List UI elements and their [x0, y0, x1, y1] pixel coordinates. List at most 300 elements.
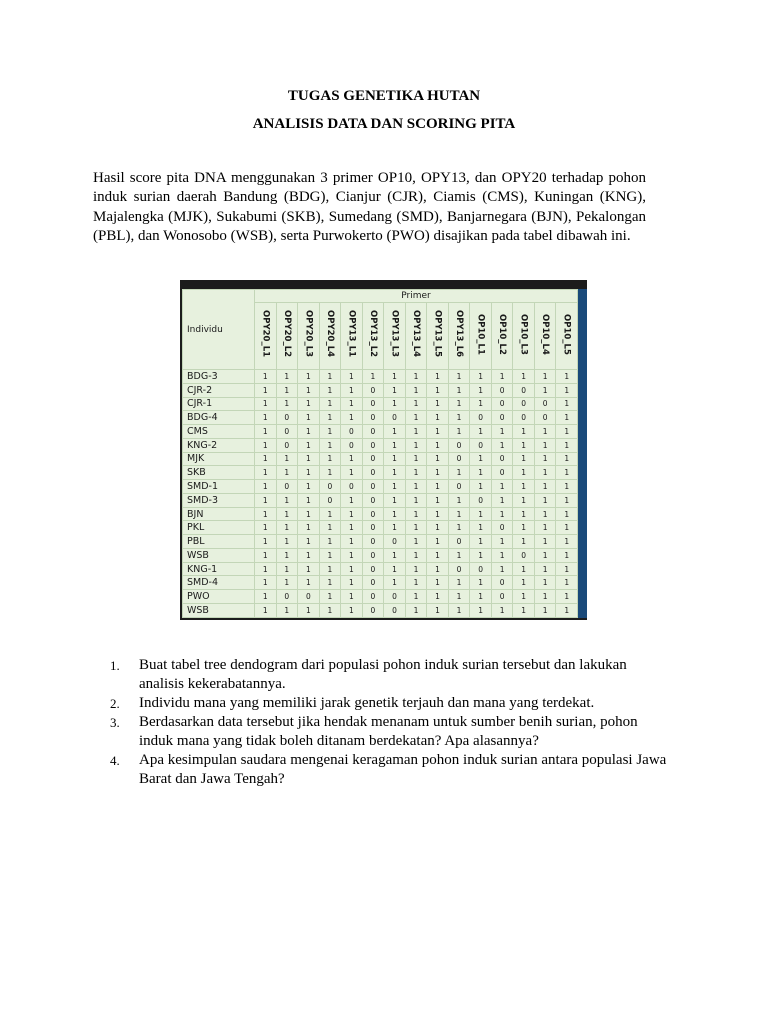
row-individu: PBL — [183, 535, 255, 549]
score-cell: 0 — [341, 425, 363, 439]
score-cell: 1 — [513, 452, 535, 466]
score-cell: 1 — [427, 521, 449, 535]
score-cell: 1 — [319, 411, 341, 425]
column-header — [427, 303, 449, 370]
score-cell: 1 — [470, 576, 492, 590]
row-individu: WSB — [183, 548, 255, 562]
question-item — [110, 694, 670, 713]
score-cell: 1 — [556, 604, 578, 618]
score-cell: 1 — [427, 370, 449, 384]
score-cell: 1 — [470, 480, 492, 494]
score-cell: 1 — [255, 548, 277, 562]
table-row — [183, 535, 578, 549]
score-cell: 1 — [556, 548, 578, 562]
score-cell: 0 — [276, 480, 298, 494]
score-cell: 1 — [255, 425, 277, 439]
score-cell: 1 — [384, 562, 406, 576]
score-cell: 0 — [470, 411, 492, 425]
score-cell: 1 — [319, 590, 341, 604]
score-cell: 0 — [491, 466, 513, 480]
score-cell: 1 — [470, 604, 492, 618]
score-cell: 1 — [319, 452, 341, 466]
score-cell: 1 — [276, 493, 298, 507]
score-cell: 0 — [276, 438, 298, 452]
score-cell: 1 — [255, 383, 277, 397]
score-cell: 1 — [534, 535, 556, 549]
score-cell: 0 — [362, 383, 384, 397]
row-individu: KNG-2 — [183, 438, 255, 452]
score-cell: 1 — [298, 425, 320, 439]
score-cell: 1 — [341, 493, 363, 507]
score-cell: 1 — [556, 466, 578, 480]
score-cell: 1 — [513, 466, 535, 480]
score-cell: 1 — [534, 452, 556, 466]
score-cell: 1 — [470, 548, 492, 562]
score-cell: 0 — [319, 493, 341, 507]
column-header-label: OPY13_L2 — [367, 310, 378, 358]
score-cell: 1 — [427, 425, 449, 439]
score-cell: 1 — [384, 397, 406, 411]
score-cell: 0 — [362, 411, 384, 425]
score-cell: 0 — [362, 562, 384, 576]
row-individu: PWO — [183, 590, 255, 604]
score-cell: 1 — [427, 562, 449, 576]
score-cell: 1 — [255, 493, 277, 507]
score-cell: 1 — [405, 576, 427, 590]
score-cell: 1 — [448, 521, 470, 535]
score-cell: 1 — [427, 548, 449, 562]
score-cell: 1 — [405, 521, 427, 535]
score-cell: 1 — [513, 576, 535, 590]
score-cell: 1 — [255, 590, 277, 604]
score-cell: 0 — [362, 535, 384, 549]
score-cell: 1 — [405, 562, 427, 576]
primer-header: Primer — [255, 290, 578, 303]
score-cell: 1 — [556, 452, 578, 466]
score-cell: 0 — [534, 397, 556, 411]
score-cell: 1 — [470, 452, 492, 466]
score-cell: 1 — [276, 383, 298, 397]
score-cell: 1 — [405, 480, 427, 494]
score-cell: 0 — [513, 548, 535, 562]
column-header-label: OP10_L2 — [497, 313, 508, 355]
score-cell: 0 — [362, 548, 384, 562]
score-cell: 0 — [448, 562, 470, 576]
score-cell: 1 — [255, 604, 277, 618]
score-cell: 0 — [470, 493, 492, 507]
score-cell: 1 — [341, 590, 363, 604]
table-row — [183, 397, 578, 411]
score-cell: 1 — [448, 370, 470, 384]
column-header — [405, 303, 427, 370]
column-header — [319, 303, 341, 370]
score-cell: 1 — [298, 411, 320, 425]
scoring-table-image — [180, 280, 587, 620]
score-cell: 0 — [276, 411, 298, 425]
score-cell: 1 — [491, 370, 513, 384]
score-cell: 1 — [341, 576, 363, 590]
score-cell: 1 — [556, 493, 578, 507]
score-cell: 0 — [276, 425, 298, 439]
score-cell: 1 — [427, 438, 449, 452]
score-cell: 0 — [470, 562, 492, 576]
column-header — [556, 303, 578, 370]
score-cell: 1 — [276, 604, 298, 618]
score-cell: 1 — [491, 604, 513, 618]
question-text: Individu mana yang memiliki jarak genetik terjauh dan mana yang terdekat. — [139, 695, 595, 711]
score-cell: 1 — [276, 535, 298, 549]
score-cell: 1 — [298, 507, 320, 521]
table-row — [183, 452, 578, 466]
score-cell: 1 — [470, 521, 492, 535]
column-header — [513, 303, 535, 370]
score-cell: 0 — [491, 452, 513, 466]
score-cell: 1 — [298, 604, 320, 618]
score-cell: 0 — [448, 480, 470, 494]
score-cell: 0 — [341, 438, 363, 452]
score-cell: 1 — [427, 590, 449, 604]
score-cell: 1 — [427, 397, 449, 411]
score-cell: 0 — [362, 438, 384, 452]
table-row — [183, 507, 578, 521]
score-cell: 0 — [491, 590, 513, 604]
score-cell: 1 — [513, 590, 535, 604]
score-cell: 0 — [470, 438, 492, 452]
score-cell: 1 — [534, 493, 556, 507]
score-cell: 0 — [362, 425, 384, 439]
score-cell: 1 — [384, 452, 406, 466]
score-cell: 1 — [255, 521, 277, 535]
score-cell: 1 — [534, 425, 556, 439]
column-header — [448, 303, 470, 370]
row-individu: BJN — [183, 507, 255, 521]
column-header — [276, 303, 298, 370]
score-cell: 1 — [448, 548, 470, 562]
score-cell: 1 — [405, 507, 427, 521]
score-cell: 1 — [298, 562, 320, 576]
score-cell: 1 — [470, 535, 492, 549]
score-cell: 1 — [427, 507, 449, 521]
score-cell: 0 — [491, 521, 513, 535]
score-cell: 1 — [427, 604, 449, 618]
score-cell: 1 — [427, 493, 449, 507]
score-cell: 1 — [448, 466, 470, 480]
row-individu: KNG-1 — [183, 562, 255, 576]
column-header-label: OPY13_L6 — [454, 310, 465, 358]
score-cell: 1 — [491, 535, 513, 549]
question-text: Berdasarkan data tersebut jika hendak menanam untuk sumber benih surian, pohon induk mana yang tidak boleh ditanam berdekatan? Apa alasannya? — [139, 714, 638, 749]
question-item — [110, 713, 670, 751]
score-cell: 1 — [255, 397, 277, 411]
row-individu: CMS — [183, 425, 255, 439]
score-cell: 1 — [319, 425, 341, 439]
score-cell: 1 — [448, 576, 470, 590]
score-cell: 1 — [276, 452, 298, 466]
score-cell: 1 — [513, 521, 535, 535]
score-cell: 1 — [513, 604, 535, 618]
score-cell: 1 — [448, 411, 470, 425]
row-individu: SMD-1 — [183, 480, 255, 494]
document-subtitle: ANALISIS DATA DAN SCORING PITA — [252, 116, 516, 132]
score-cell: 1 — [319, 548, 341, 562]
score-cell: 1 — [405, 425, 427, 439]
score-cell: 1 — [534, 438, 556, 452]
intro-paragraph: Hasil score pita DNA menggunakan 3 primer OP10, OPY13, dan OPY20 terhadap pohon induk surian daerah Bandung (BDG), Cianjur (CJR), Ciamis (CMS), Kuningan (KNG), Majalengka (MJK), Sukabumi (SKB), Sumedang (SMD), Banjarnegara (BJN), Pekalongan (PBL), dan Wonosobo (WSB), serta Purwokerto (PWO) disajikan pada tabel dibawah ini. — [93, 170, 646, 245]
score-cell: 1 — [276, 576, 298, 590]
column-header — [491, 303, 513, 370]
score-cell: 1 — [448, 493, 470, 507]
column-header-label: OPY13_L3 — [389, 310, 400, 358]
score-cell: 1 — [470, 466, 492, 480]
score-cell: 0 — [513, 383, 535, 397]
score-cell: 0 — [513, 411, 535, 425]
score-cell: 1 — [534, 480, 556, 494]
score-cell: 1 — [384, 480, 406, 494]
score-cell: 1 — [405, 604, 427, 618]
score-cell: 1 — [384, 425, 406, 439]
score-cell: 1 — [448, 507, 470, 521]
score-cell: 1 — [556, 438, 578, 452]
score-cell: 1 — [255, 452, 277, 466]
column-header — [341, 303, 363, 370]
score-cell: 1 — [255, 370, 277, 384]
score-cell: 0 — [491, 383, 513, 397]
column-header-label: OPY13_L1 — [346, 310, 357, 358]
column-header — [362, 303, 384, 370]
document-title: TUGAS GENETIKA HUTAN — [287, 88, 481, 104]
table-row — [183, 480, 578, 494]
score-cell: 1 — [513, 493, 535, 507]
score-cell: 0 — [384, 590, 406, 604]
table-row — [183, 548, 578, 562]
table-row — [183, 590, 578, 604]
score-cell: 1 — [405, 397, 427, 411]
score-cell: 1 — [255, 438, 277, 452]
row-individu: SMD-3 — [183, 493, 255, 507]
score-cell: 1 — [405, 383, 427, 397]
score-cell: 1 — [255, 466, 277, 480]
score-cell: 1 — [534, 590, 556, 604]
score-cell: 0 — [298, 590, 320, 604]
score-cell: 0 — [362, 604, 384, 618]
score-cell: 1 — [341, 507, 363, 521]
column-header — [255, 303, 277, 370]
score-cell: 1 — [427, 452, 449, 466]
score-cell: 1 — [319, 604, 341, 618]
score-cell: 1 — [491, 562, 513, 576]
score-cell: 1 — [491, 507, 513, 521]
row-individu: BDG-3 — [183, 370, 255, 384]
score-cell: 1 — [513, 480, 535, 494]
table-row — [183, 370, 578, 384]
score-cell: 0 — [362, 576, 384, 590]
score-cell: 1 — [534, 604, 556, 618]
scoring-table — [182, 289, 578, 618]
table-row — [183, 521, 578, 535]
score-cell: 0 — [384, 604, 406, 618]
score-cell: 1 — [556, 425, 578, 439]
score-cell: 1 — [298, 480, 320, 494]
score-cell: 1 — [427, 480, 449, 494]
score-cell: 1 — [384, 521, 406, 535]
score-cell: 1 — [341, 397, 363, 411]
score-cell: 1 — [470, 397, 492, 411]
score-cell: 1 — [556, 411, 578, 425]
score-cell: 1 — [255, 507, 277, 521]
score-cell: 1 — [341, 562, 363, 576]
score-cell: 0 — [362, 507, 384, 521]
score-cell: 1 — [276, 562, 298, 576]
column-header — [470, 303, 492, 370]
row-individu: PKL — [183, 521, 255, 535]
score-cell: 1 — [384, 576, 406, 590]
score-cell: 1 — [276, 397, 298, 411]
score-cell: 1 — [556, 590, 578, 604]
score-cell: 1 — [298, 521, 320, 535]
score-cell: 1 — [298, 438, 320, 452]
score-cell: 1 — [405, 370, 427, 384]
score-cell: 1 — [319, 383, 341, 397]
score-cell: 0 — [491, 397, 513, 411]
column-header — [298, 303, 320, 370]
score-cell: 1 — [448, 383, 470, 397]
score-cell: 1 — [319, 576, 341, 590]
score-cell: 1 — [427, 383, 449, 397]
score-cell: 1 — [491, 425, 513, 439]
score-cell: 1 — [255, 562, 277, 576]
score-cell: 1 — [319, 535, 341, 549]
score-cell: 1 — [319, 466, 341, 480]
row-individu: WSB — [183, 604, 255, 618]
row-individu: SMD-4 — [183, 576, 255, 590]
score-cell: 1 — [556, 562, 578, 576]
score-cell: 1 — [470, 425, 492, 439]
score-cell: 1 — [534, 548, 556, 562]
score-cell: 1 — [491, 480, 513, 494]
score-cell: 0 — [362, 466, 384, 480]
table-row — [183, 604, 578, 618]
row-individu: CJR-1 — [183, 397, 255, 411]
score-cell: 1 — [384, 370, 406, 384]
table-row — [183, 438, 578, 452]
score-cell: 1 — [298, 452, 320, 466]
score-cell: 0 — [448, 438, 470, 452]
score-cell: 1 — [513, 562, 535, 576]
score-cell: 1 — [319, 438, 341, 452]
score-cell: 1 — [534, 466, 556, 480]
score-cell: 0 — [319, 480, 341, 494]
score-cell: 1 — [384, 548, 406, 562]
score-cell: 1 — [341, 383, 363, 397]
score-cell: 1 — [513, 425, 535, 439]
score-cell: 0 — [362, 590, 384, 604]
column-header-label: OPY20_L3 — [303, 310, 314, 358]
score-cell: 1 — [491, 438, 513, 452]
column-header — [534, 303, 556, 370]
score-cell: 0 — [491, 411, 513, 425]
score-cell: 1 — [534, 576, 556, 590]
score-cell: 1 — [255, 576, 277, 590]
score-cell: 0 — [362, 493, 384, 507]
score-cell: 1 — [405, 452, 427, 466]
question-item — [110, 751, 670, 789]
score-cell: 1 — [534, 507, 556, 521]
table-row — [183, 383, 578, 397]
score-cell: 0 — [362, 397, 384, 411]
score-cell: 1 — [534, 521, 556, 535]
score-cell: 1 — [255, 535, 277, 549]
row-individu: MJK — [183, 452, 255, 466]
score-cell: 1 — [276, 466, 298, 480]
score-cell: 1 — [448, 590, 470, 604]
table-row — [183, 576, 578, 590]
score-cell: 1 — [362, 370, 384, 384]
score-cell: 1 — [448, 604, 470, 618]
score-cell: 0 — [384, 535, 406, 549]
column-header-label: OP10_L4 — [540, 313, 551, 355]
score-cell: 1 — [405, 411, 427, 425]
score-cell: 1 — [534, 562, 556, 576]
question-text: Buat tabel tree dendogram dari populasi pohon induk surian tersebut dan lakukan analisis kekerabatannya. — [139, 657, 627, 692]
score-cell: 1 — [276, 370, 298, 384]
score-cell: 1 — [405, 493, 427, 507]
score-cell: 1 — [298, 383, 320, 397]
score-cell: 1 — [405, 438, 427, 452]
score-cell: 0 — [276, 590, 298, 604]
score-cell: 1 — [534, 370, 556, 384]
image-edge — [578, 289, 587, 618]
score-cell: 1 — [448, 425, 470, 439]
score-cell: 1 — [341, 466, 363, 480]
score-cell: 1 — [298, 370, 320, 384]
score-cell: 1 — [384, 507, 406, 521]
individu-header: Individu — [183, 290, 255, 370]
score-cell: 1 — [491, 548, 513, 562]
score-cell: 1 — [341, 535, 363, 549]
column-header-label: OP10_L5 — [561, 313, 572, 355]
score-cell: 1 — [448, 397, 470, 411]
question-text: Apa kesimpulan saudara mengenai keragaman pohon induk surian antara populasi Jawa Barat dan Jawa Tengah? — [139, 752, 667, 787]
score-cell: 1 — [319, 397, 341, 411]
score-cell: 0 — [534, 411, 556, 425]
score-cell: 0 — [362, 480, 384, 494]
score-cell: 1 — [556, 535, 578, 549]
score-cell: 1 — [405, 535, 427, 549]
score-cell: 1 — [556, 370, 578, 384]
score-cell: 1 — [298, 576, 320, 590]
score-cell: 1 — [427, 576, 449, 590]
question-number: 4. — [110, 753, 120, 768]
table-row — [183, 425, 578, 439]
score-cell: 1 — [298, 535, 320, 549]
score-cell: 1 — [384, 466, 406, 480]
question-list — [110, 656, 670, 789]
table-row — [183, 466, 578, 480]
score-cell: 1 — [384, 438, 406, 452]
score-cell: 1 — [427, 535, 449, 549]
score-cell: 1 — [470, 590, 492, 604]
score-cell: 1 — [276, 521, 298, 535]
score-cell: 1 — [276, 507, 298, 521]
column-header-label: OPY20_L1 — [260, 310, 271, 358]
score-cell: 1 — [556, 576, 578, 590]
score-cell: 1 — [298, 548, 320, 562]
score-cell: 1 — [534, 383, 556, 397]
column-header-label: OPY13_L5 — [432, 310, 443, 358]
score-cell: 1 — [405, 590, 427, 604]
score-cell: 1 — [341, 604, 363, 618]
score-cell: 1 — [319, 562, 341, 576]
